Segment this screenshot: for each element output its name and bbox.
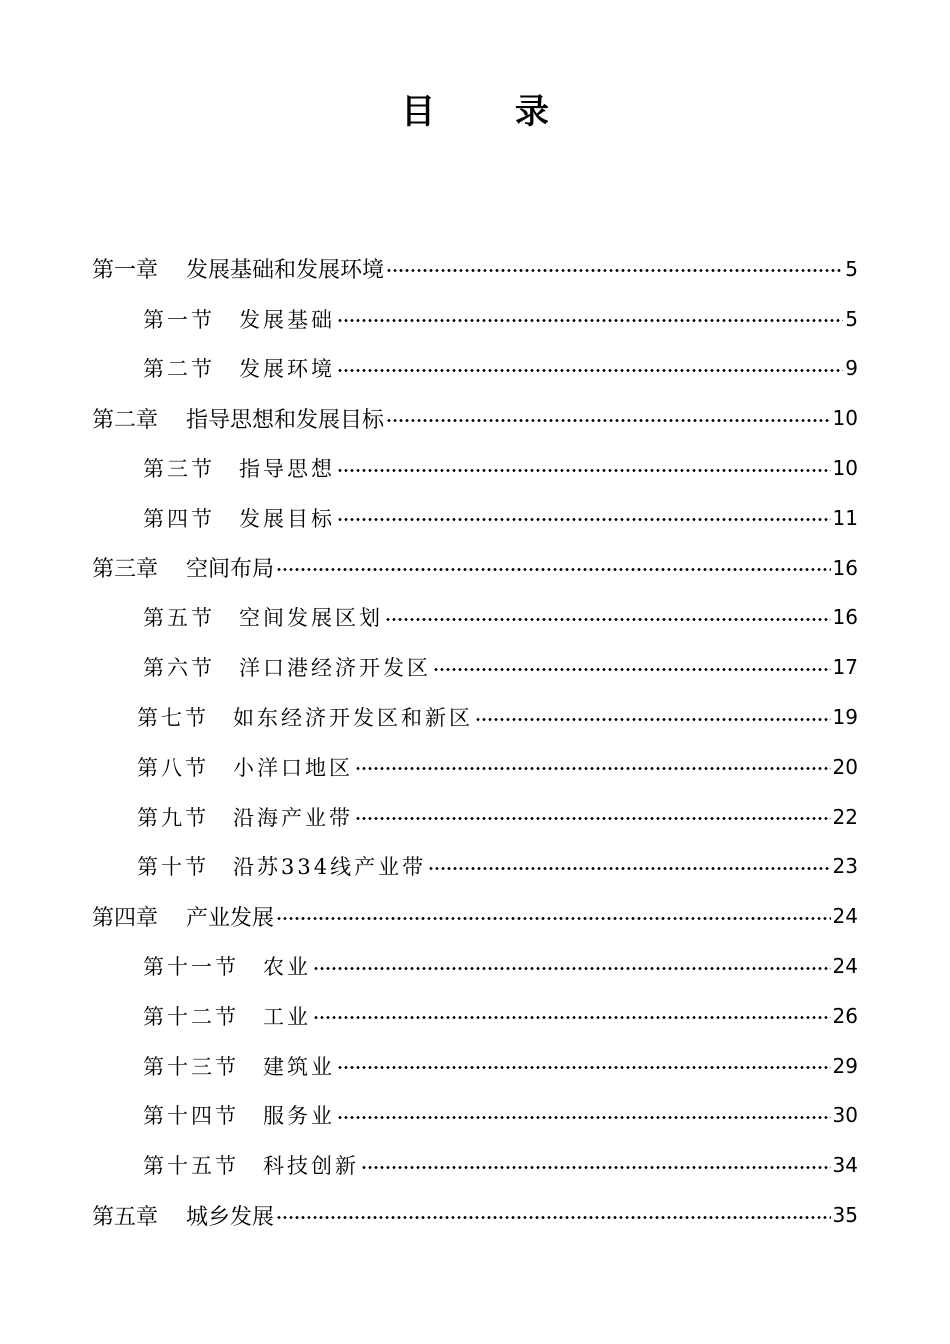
- dot-leader: [337, 319, 843, 322]
- toc-entry-number: 第十一节: [143, 955, 239, 980]
- dot-leader: [337, 1116, 831, 1119]
- toc-entry-number: 第四节: [143, 506, 215, 531]
- dot-leader: [386, 419, 831, 422]
- toc-entry-page: 9: [845, 356, 858, 381]
- toc-entry-title: 洋口港经济开发区: [239, 656, 431, 681]
- toc-entry-title: 小洋口地区: [233, 755, 353, 780]
- toc-entry-number: 第五节: [143, 606, 215, 631]
- toc-entry-section[interactable]: [0, 742, 950, 792]
- toc-entry-section[interactable]: [0, 842, 950, 892]
- toc-entry-title: 空间发展区划: [239, 606, 383, 631]
- toc-entry-section[interactable]: [0, 294, 950, 344]
- toc-entry-section[interactable]: [0, 692, 950, 742]
- toc-entry-number: 第四章: [92, 905, 159, 931]
- toc-entry-number: 第八节: [137, 755, 209, 780]
- dot-leader: [361, 1166, 831, 1169]
- toc-entry-title: 如东经济开发区和新区: [233, 706, 473, 731]
- toc-entry-page: 19: [832, 705, 858, 730]
- dot-leader: [276, 917, 831, 920]
- toc-entry-chapter[interactable]: [0, 543, 950, 593]
- toc-entry-section[interactable]: [0, 792, 950, 842]
- toc-entry-number: 第二章: [92, 407, 159, 433]
- dot-leader: [337, 369, 843, 372]
- toc-entry-section[interactable]: [0, 593, 950, 643]
- toc-entry-chapter[interactable]: [0, 891, 950, 941]
- dot-leader: [276, 1216, 831, 1219]
- toc-entry-number: 第三节: [143, 457, 215, 482]
- table-of-contents: [0, 244, 950, 1240]
- toc-entry-section[interactable]: [0, 493, 950, 543]
- dot-leader: [385, 618, 831, 621]
- toc-entry-number: 第九节: [137, 805, 209, 830]
- toc-entry-title: 指导思想: [239, 457, 335, 482]
- toc-entry-page: 17: [832, 655, 858, 680]
- dot-leader: [355, 767, 831, 770]
- dot-leader: [276, 568, 831, 571]
- toc-entry-title: 发展基础: [239, 307, 335, 332]
- dot-leader: [475, 718, 831, 721]
- dot-leader: [355, 817, 831, 820]
- dot-leader: [433, 668, 831, 671]
- toc-entry-section[interactable]: [0, 941, 950, 991]
- toc-entry-title: 发展基础和发展环境: [186, 258, 385, 284]
- toc-entry-title: 沿苏334线产业带: [233, 855, 427, 880]
- toc-entry-number: 第六节: [143, 656, 215, 681]
- page-title: 目 录: [401, 92, 583, 132]
- toc-entry-number: 第十节: [137, 855, 209, 880]
- toc-entry-page: 16: [832, 605, 858, 630]
- toc-entry-page: 34: [832, 1153, 858, 1178]
- toc-entry-section[interactable]: [0, 443, 950, 493]
- toc-entry-number: 第一节: [143, 307, 215, 332]
- toc-entry-section[interactable]: [0, 1140, 950, 1190]
- toc-entry-title: 农业: [263, 955, 311, 980]
- toc-entry-number: 第十四节: [143, 1104, 239, 1129]
- toc-entry-number: 第十五节: [143, 1154, 239, 1179]
- toc-entry-title: 建筑业: [263, 1054, 335, 1079]
- toc-entry-page: 29: [832, 1053, 858, 1078]
- toc-entry-title: 发展环境: [239, 357, 335, 382]
- toc-entry-title: 工业: [263, 1004, 311, 1029]
- toc-entry-number: 第一章: [92, 258, 159, 284]
- toc-entry-title: 空间布局: [186, 557, 275, 583]
- toc-entry-section[interactable]: [0, 642, 950, 692]
- toc-entry-title: 发展目标: [239, 506, 335, 531]
- toc-entry-title: 城乡发展: [186, 1204, 275, 1230]
- dot-leader: [313, 1016, 831, 1019]
- toc-entry-title: 沿海产业带: [233, 805, 353, 830]
- toc-entry-page: 11: [832, 505, 858, 530]
- toc-entry-page: 10: [832, 456, 858, 481]
- toc-entry-page: 5: [845, 256, 858, 281]
- toc-entry-section[interactable]: [0, 344, 950, 394]
- toc-entry-title: 产业发展: [186, 905, 275, 931]
- toc-entry-number: 第五章: [92, 1204, 159, 1230]
- dot-leader: [386, 269, 843, 272]
- toc-entry-section[interactable]: [0, 1091, 950, 1141]
- toc-entry-page: 10: [832, 406, 858, 431]
- toc-entry-number: 第七节: [137, 706, 209, 731]
- toc-entry-title: 服务业: [263, 1104, 335, 1129]
- toc-entry-chapter[interactable]: [0, 244, 950, 294]
- dot-leader: [428, 867, 830, 870]
- toc-entry-chapter[interactable]: [0, 1190, 950, 1240]
- toc-entry-page: 24: [832, 904, 858, 929]
- dot-leader: [313, 967, 831, 970]
- toc-entry-page: 26: [832, 1003, 858, 1028]
- toc-entry-page: 16: [832, 555, 858, 580]
- toc-entry-title: 科技创新: [263, 1154, 359, 1179]
- toc-entry-page: 23: [832, 854, 858, 879]
- dot-leader: [337, 469, 831, 472]
- toc-entry-section[interactable]: [0, 991, 950, 1041]
- dot-leader: [337, 1066, 831, 1069]
- toc-entry-page: 24: [832, 954, 858, 979]
- toc-entry-chapter[interactable]: [0, 393, 950, 443]
- dot-leader: [337, 518, 831, 521]
- toc-entry-number: 第二节: [143, 357, 215, 382]
- toc-entry-number: 第三章: [92, 557, 159, 583]
- toc-entry-page: 30: [832, 1103, 858, 1128]
- toc-entry-section[interactable]: [0, 1041, 950, 1091]
- toc-entry-number: 第十三节: [143, 1054, 239, 1079]
- toc-entry-title: 指导思想和发展目标: [186, 407, 385, 433]
- toc-entry-page: 5: [845, 306, 858, 331]
- toc-entry-page: 35: [832, 1203, 858, 1228]
- toc-entry-number: 第十二节: [143, 1004, 239, 1029]
- toc-entry-page: 20: [832, 754, 858, 779]
- toc-entry-page: 22: [832, 804, 858, 829]
